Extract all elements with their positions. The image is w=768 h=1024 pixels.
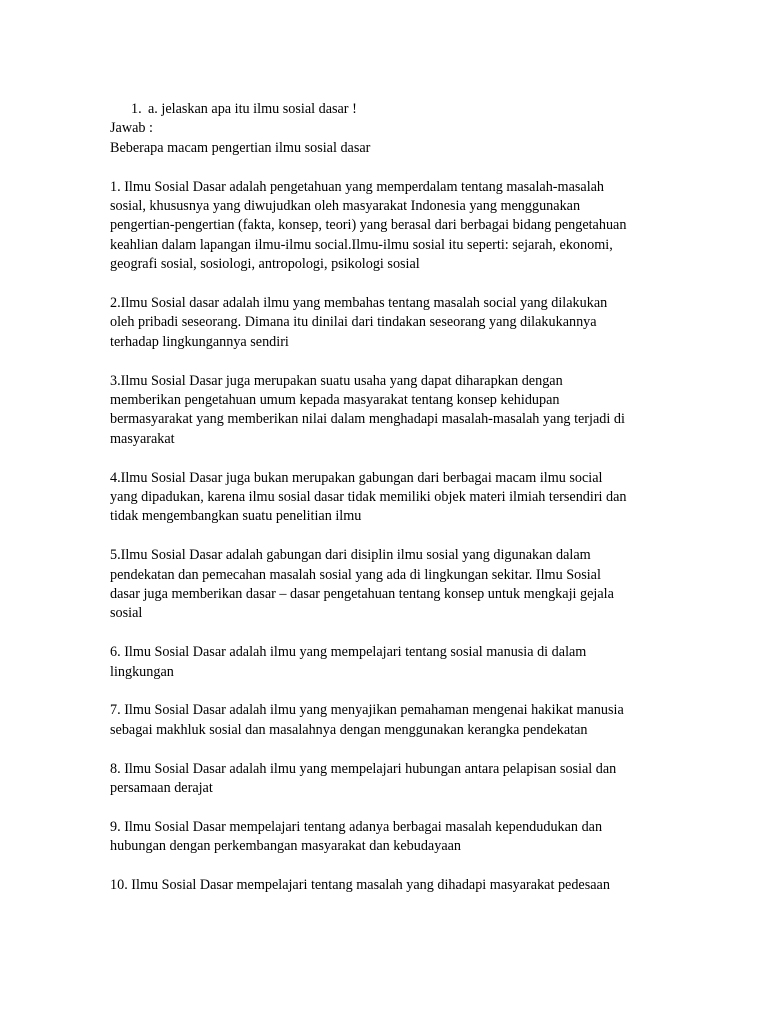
definition-paragraph	[110, 294, 690, 352]
paragraph-line: bermasyarakat yang memberikan nilai dalam menghadapi masalah-masalah yang terjadi di	[110, 411, 625, 428]
paragraph-line: 10. Ilmu Sosial Dasar mempelajari tentang masalah yang dihadapi masyarakat pedesaan	[110, 877, 610, 894]
paragraph-line: tidak mengembangkan suatu penelitian ilmu	[110, 508, 362, 525]
definition-paragraph	[110, 701, 690, 740]
paragraph-line: sosial, khususnya yang diwujudkan oleh masyarakat Indonesia yang menggunakan	[110, 198, 581, 215]
paragraph-line: dasar juga memberikan dasar – dasar pengetahuan tentang konsep untuk mengkaji gejala	[110, 586, 614, 603]
paragraph-line: 6. Ilmu Sosial Dasar adalah ilmu yang mempelajari tentang sosial manusia di dalam	[110, 644, 587, 661]
paragraph-line: keahlian dalam lapangan ilmu-ilmu social.Ilmu-ilmu sosial itu seperti: sejarah, ekonomi,	[110, 236, 613, 253]
paragraph-line: sosial	[110, 605, 143, 622]
paragraph-line: lingkungan	[110, 663, 174, 680]
paragraph-gap	[110, 352, 690, 371]
paragraph-line: memberikan pengetahuan umum kepada masyarakat tentang konsep kehidupan	[110, 392, 560, 409]
paragraph-line: masyarakat	[110, 430, 175, 447]
paragraph-gap	[110, 158, 690, 177]
paragraph-line: 5.Ilmu Sosial Dasar adalah gabungan dari disiplin ilmu sosial yang digunakan dalam	[110, 547, 591, 564]
definition-paragraph	[110, 643, 690, 682]
answer-label: Jawab :	[110, 120, 153, 137]
question-number: 1.	[131, 101, 142, 117]
paragraph-gap	[110, 449, 690, 468]
question-text: a. jelaskan apa itu ilmu sosial dasar !	[148, 101, 357, 117]
paragraph-line: pengertian-pengertian (fakta, konsep, teori) yang berasal dari berbagai bidang pengetahuan	[110, 217, 627, 234]
paragraph-gap	[110, 740, 690, 759]
document-page	[110, 100, 690, 896]
paragraph-line: geografi sosial, sosiologi, antropologi, psikologi sosial	[110, 256, 420, 273]
definition-list	[110, 158, 690, 895]
paragraph-line: pendekatan dan pemecahan masalah sosial yang ada di lingkungan sekitar. Ilmu Sosial	[110, 566, 601, 583]
paragraph-gap	[110, 682, 690, 701]
paragraph-gap	[110, 799, 690, 818]
paragraph-line: sebagai makhluk sosial dan masalahnya dengan menggunakan kerangka pendekatan	[110, 721, 588, 738]
paragraph-line: 4.Ilmu Sosial Dasar juga bukan merupakan gabungan dari berbagai macam ilmu social	[110, 469, 603, 486]
definition-paragraph	[110, 546, 690, 624]
definition-paragraph	[110, 469, 690, 527]
paragraph-line: hubungan dengan perkembangan masyarakat dan kebudayaan	[110, 838, 462, 855]
definition-paragraph	[110, 760, 690, 799]
paragraph-gap	[110, 527, 690, 546]
paragraph-line: persamaan derajat	[110, 780, 213, 797]
paragraph-gap	[110, 624, 690, 643]
paragraph-line: 9. Ilmu Sosial Dasar mempelajari tentang adanya berbagai masalah kependudukan dan	[110, 818, 603, 835]
paragraph-line: 1. Ilmu Sosial Dasar adalah pengetahuan yang memperdalam tentang masalah-masalah	[110, 178, 605, 195]
definition-paragraph	[110, 178, 690, 275]
paragraph-line: 2.Ilmu Sosial dasar adalah ilmu yang membahas tentang masalah social yang dilakukan	[110, 295, 608, 312]
paragraph-line: 7. Ilmu Sosial Dasar adalah ilmu yang menyajikan pemahaman mengenai hakikat manusia	[110, 702, 624, 719]
paragraph-line: oleh pribadi seseorang. Dimana itu dinilai dari tindakan seseorang yang dilakukannya	[110, 314, 597, 331]
definition-paragraph	[110, 876, 690, 895]
paragraph-gap	[110, 857, 690, 876]
paragraph-line: terhadap lingkungannya sendiri	[110, 333, 289, 350]
paragraph-line: 3.Ilmu Sosial Dasar juga merupakan suatu usaha yang dapat diharapkan dengan	[110, 372, 563, 389]
paragraph-line: yang dipadukan, karena ilmu sosial dasar tidak memiliki objek materi ilmiah tersendiri dan	[110, 489, 627, 506]
intro-text: Beberapa macam pengertian ilmu sosial dasar	[110, 139, 371, 156]
paragraph-gap	[110, 275, 690, 294]
paragraph-line: 8. Ilmu Sosial Dasar adalah ilmu yang mempelajari hubungan antara pelapisan sosial dan	[110, 760, 617, 777]
question-item	[110, 100, 690, 119]
definition-paragraph	[110, 818, 690, 857]
definition-paragraph	[110, 372, 690, 450]
